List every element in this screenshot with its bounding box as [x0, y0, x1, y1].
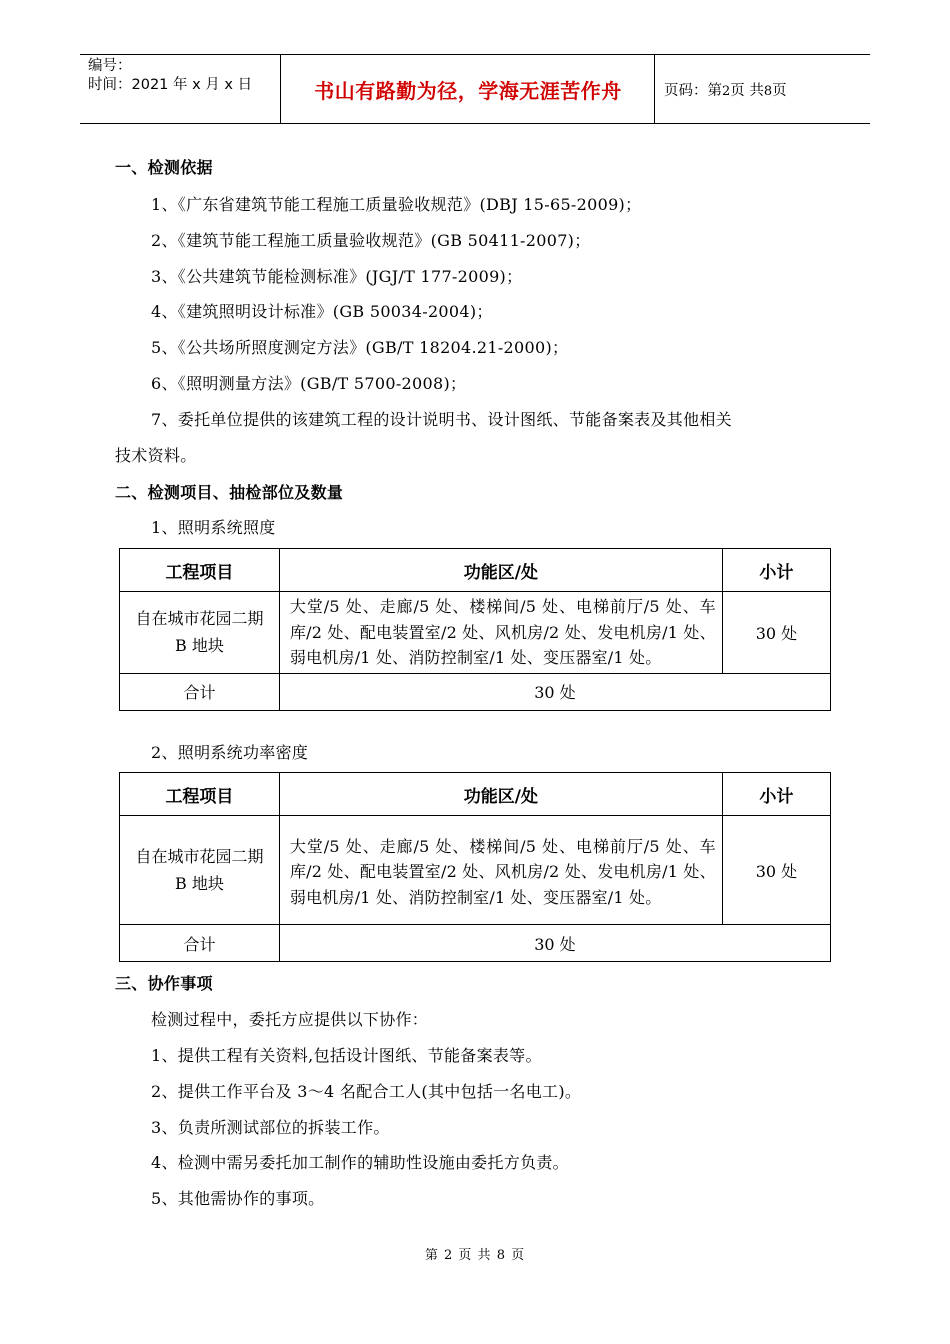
- section1-item: 2、《建筑节能工程施工质量验收规范》(GB 50411-2007)；: [151, 231, 591, 250]
- header-divider: [280, 55, 281, 123]
- page-footer: 第 2 页 共 8 页: [424, 1248, 526, 1263]
- section3-item: 2、提供工作平台及 3～4 名配合工人(其中包括一名电工)。: [151, 1082, 582, 1101]
- cell-total-value: 30 处: [279, 673, 830, 710]
- col-header-project: 工程项目: [120, 773, 280, 816]
- section3-item: 5、其他需协作的事项。: [151, 1189, 325, 1208]
- table-header-row: [120, 549, 831, 592]
- cell-subtotal: 30 处: [722, 816, 830, 925]
- cell-project: 自在城市花园二期 B 地块: [120, 816, 280, 925]
- section1-item: 1、《广东省建筑节能工程施工质量验收规范》(DBJ 15-65-2009)；: [151, 195, 642, 214]
- col-header-project: 工程项目: [120, 549, 280, 592]
- col-header-areas: 功能区/处: [279, 549, 722, 592]
- page-code-num: 2: [722, 84, 731, 99]
- header-page-code: [664, 79, 787, 100]
- section1-item: 6、《照明测量方法》(GB/T 5700-2008)；: [151, 374, 467, 393]
- cell-total-label: 合计: [120, 925, 280, 962]
- cell-areas: 大堂/5 处、走廊/5 处、楼梯间/5 处、电梯前厅/5 处、车库/2 处、配电装置室/2 处、风机房/2 处、发电机房/1 处、弱电机房/1 处、消防控制室/1 处、变压器室/1 处。: [279, 592, 722, 674]
- cell-total-label: 合计: [120, 673, 280, 710]
- section2-sub2: 2、照明系统功率密度: [151, 743, 309, 762]
- page-code-suffix: 页: [772, 83, 787, 99]
- page-code-prefix: 页码：第: [664, 83, 722, 99]
- page-code-mid: 页 共: [730, 83, 764, 99]
- header-divider: [654, 55, 655, 123]
- section1-item: 7、委托单位提供的该建筑工程的设计说明书、设计图纸、节能备案表及其他相关: [151, 410, 732, 429]
- section1-title: 一、检测依据: [115, 158, 213, 177]
- section1-item-cont: 技术资料。: [115, 446, 197, 465]
- section1-item: 3、《公共建筑节能检测标准》(JGJ/T 177-2009)；: [151, 267, 523, 286]
- cell-total-value: 30 处: [279, 925, 830, 962]
- section1-item: 4、《建筑照明设计标准》(GB 50034-2004)；: [151, 302, 493, 321]
- section3-title: 三、协作事项: [115, 974, 213, 993]
- section3-item: 4、检测中需另委托加工制作的辅助性设施由委托方负责。: [151, 1153, 569, 1172]
- cell-subtotal: 30 处: [722, 592, 830, 674]
- table-total-row: [120, 925, 831, 962]
- table-power-density: [119, 772, 831, 962]
- section2-title: 二、检测项目、抽检部位及数量: [115, 483, 344, 502]
- cell-project: 自在城市花园二期 B 地块: [120, 592, 280, 674]
- table-row: [120, 816, 831, 925]
- time-label: 时间：2021 年 x 月 x 日: [88, 77, 253, 93]
- page-code-total: 8: [763, 84, 773, 99]
- cell-areas: 大堂/5 处、走廊/5 处、楼梯间/5 处、电梯前厅/5 处、车库/2 处、配电装置室/2 处、风机房/2 处、发电机房/1 处、弱电机房/1 处、消防控制室/1 处、变压器室/1 处。: [279, 816, 722, 925]
- col-header-subtotal: 小计: [722, 549, 830, 592]
- col-header-areas: 功能区/处: [279, 773, 722, 816]
- table-row: [120, 592, 831, 674]
- table-total-row: [120, 673, 831, 710]
- table-header-row: [120, 773, 831, 816]
- header-motto: 书山有路勤为径，学海无涯苦作舟: [314, 79, 622, 103]
- serial-label: 编号：: [88, 58, 132, 74]
- section2-sub1: 1、照明系统照度: [151, 518, 276, 537]
- col-header-subtotal: 小计: [722, 773, 830, 816]
- section3-item: 3、负责所测试部位的拆装工作。: [151, 1118, 390, 1137]
- section3-item: 1、提供工程有关资料,包括设计图纸、节能备案表等。: [151, 1046, 542, 1065]
- section3-intro: 检测过程中，委托方应提供以下协作：: [151, 1010, 429, 1029]
- page-header: [80, 54, 870, 124]
- table-illuminance: [119, 548, 831, 711]
- section1-item: 5、《公共场所照度测定方法》(GB/T 18204.21-2000)；: [151, 338, 569, 357]
- header-info: [88, 57, 278, 95]
